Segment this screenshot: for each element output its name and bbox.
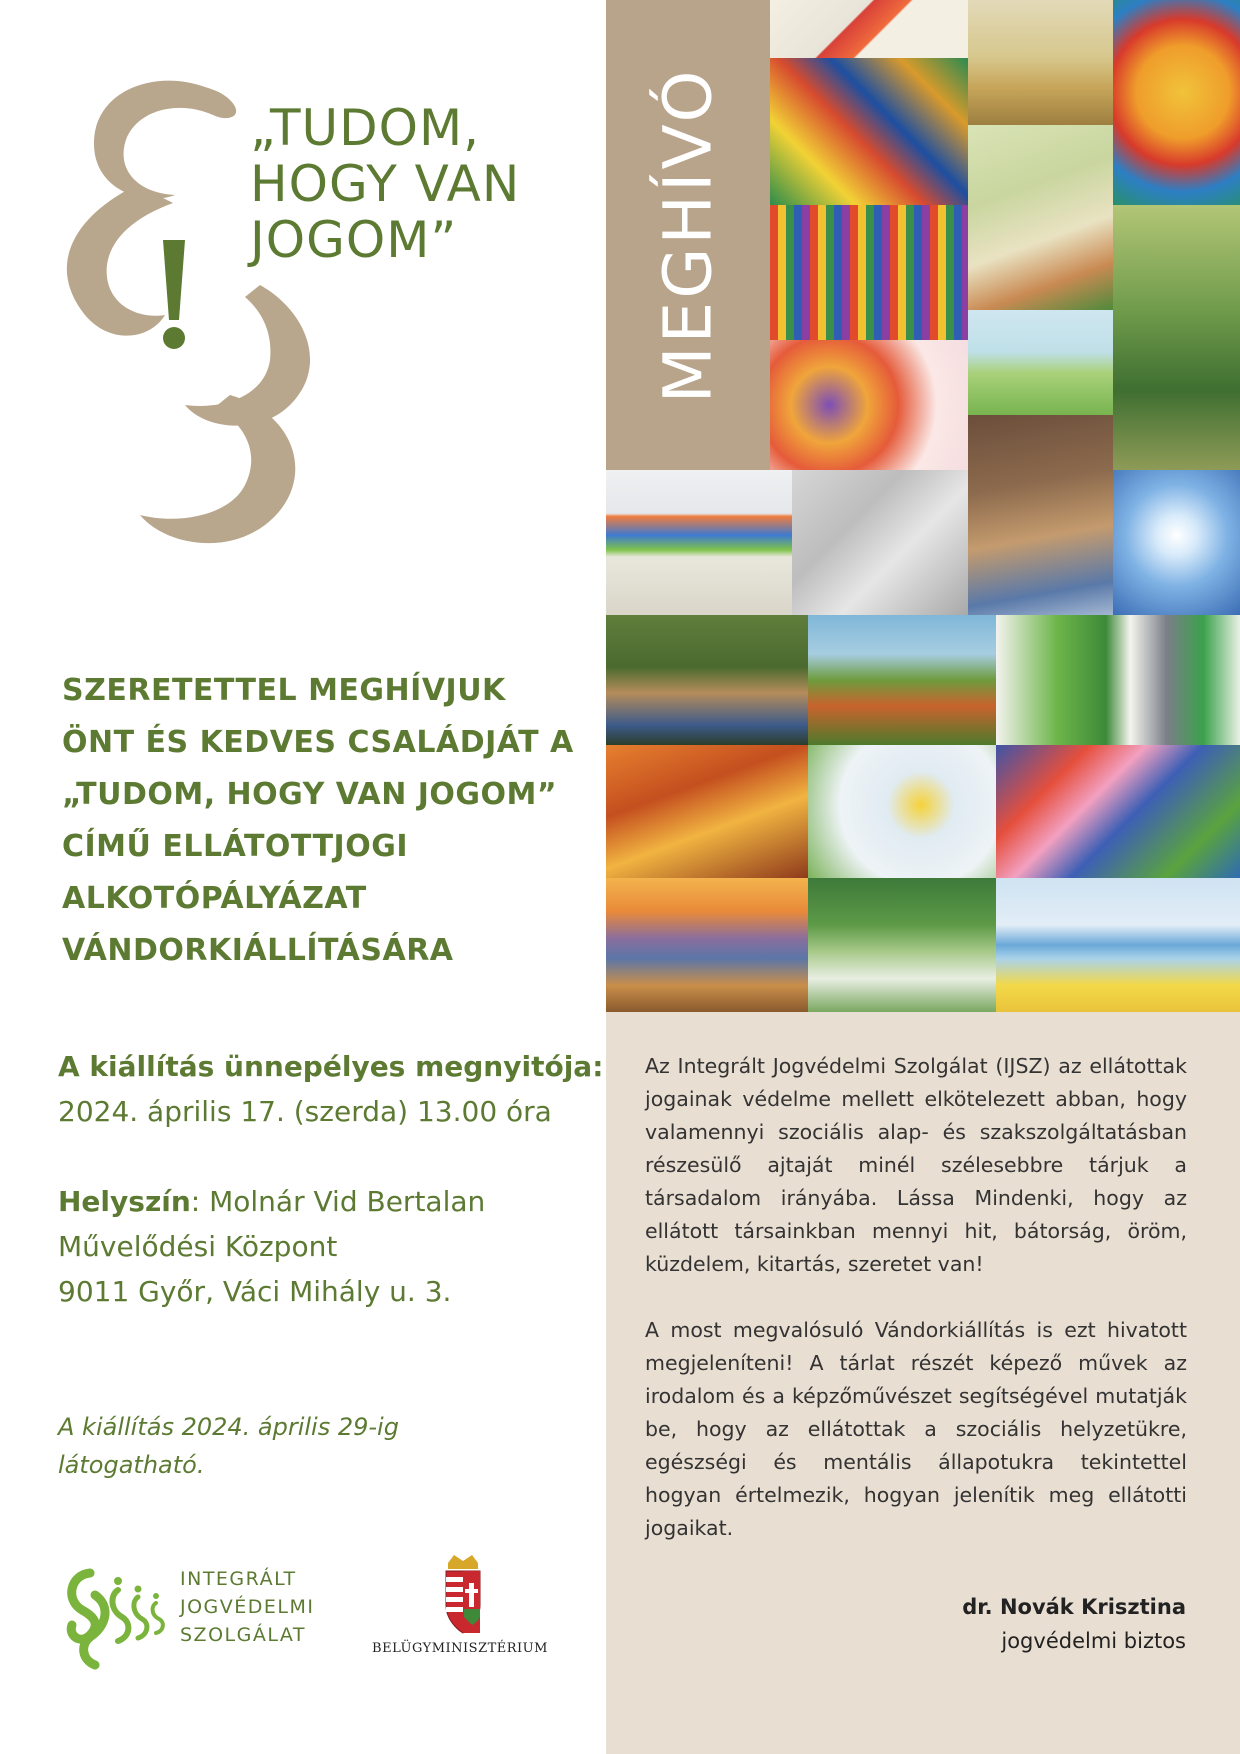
venue-line-2: Művelődési Központ (58, 1230, 338, 1263)
title-line: JOGOM” (250, 211, 458, 269)
opening-datetime: 2024. április 17. (szerda) 13.00 óra (58, 1095, 552, 1128)
description-paragraph: A most megvalósuló Vándorkiállítás is ezt hivatott megjeleníteni! A tárlat részét képező művek az irodalom és a képzőművészet segítségével mutatják be, hogy az ellátottak a szociális helyzetükre, egészségi és mentális állapotukra tekintettel hogyan értelmezik, hogyan jelenítik meg ellátotti jogaikat. (645, 1318, 1187, 1540)
description-paragraph: Az Integrált Jogvédelmi Szolgálat (IJSZ) az ellátottak jogainak védelme mellett elkötelezett abban, hogy valamennyi szociális alap- és szakszolgáltatásban részesülő ajtaját minél szélesebbre tárjuk a társadalom irányába. Lássa Mindenki, hogy az ellátott társainkban mennyi hit, bátorság, öröm, küzdelem, kitartás, szeretet van! (645, 1054, 1187, 1276)
artwork-tile-city-skyline (606, 470, 792, 615)
invitation-line: ÖNT ÉS KEDVES CSALÁDJÁT A (62, 725, 574, 760)
artwork-tile-beach-flowers (996, 878, 1240, 1012)
artwork-tile-face-profile (1113, 0, 1240, 205)
artwork-tile-light-rays (1113, 470, 1240, 615)
artwork-tile-tree-field (968, 0, 1113, 125)
ijsz-logo-line: SZOLGÁLAT (180, 1624, 306, 1646)
event-details (58, 1044, 603, 1314)
signature (962, 1590, 1186, 1658)
artwork-tile-trees-building (996, 615, 1240, 745)
artwork-tile-children-garden (968, 310, 1113, 415)
title-line: „TUDOM, (250, 99, 481, 157)
venue-line (58, 1179, 603, 1224)
opening-label: A kiállítás ünnepélyes megnyitója: (58, 1050, 604, 1083)
artwork-tile-room-interior (968, 125, 1113, 310)
artwork-tile-yellow-bird (808, 745, 996, 878)
visit-note-line: látogatható. (58, 1451, 205, 1479)
artwork-tile-handprints (770, 340, 968, 470)
artwork-tile-forest-path (1113, 205, 1240, 470)
artwork-tile-wheelchair-flowers (996, 745, 1240, 878)
visit-note-line: A kiállítás 2024. április 29-ig (58, 1413, 399, 1441)
artwork-tile-children-drawing (770, 0, 968, 58)
venue-label: Helyszín (58, 1185, 191, 1218)
invitation-line: VÁNDORKIÁLLÍTÁSÁRA (62, 933, 454, 968)
invitation-text (62, 665, 574, 977)
artwork-tile-father-child (968, 415, 1113, 615)
artwork-tile-striped-bowl (770, 205, 968, 340)
invitation-line: SZERETETTEL MEGHÍVJUK (62, 673, 506, 708)
meghivo-label-container (606, 0, 770, 470)
venue-name: : Molnár Vid Bertalan (190, 1185, 486, 1218)
artwork-tile-elderly-couple (606, 615, 808, 745)
description-text (645, 1050, 1187, 1578)
invitation-line: „TUDOM, HOGY VAN JOGOM” (62, 777, 558, 812)
signer-title: jogvédelmi biztos (1001, 1629, 1186, 1653)
artwork-tile-park-gathering (808, 878, 996, 1012)
title-line: HOGY VAN (250, 155, 521, 213)
ijsz-logo-text (180, 1565, 315, 1649)
signer-name: dr. Novák Krisztina (962, 1595, 1186, 1619)
artwork-tile-abstract-colorful (770, 58, 968, 205)
page-title (250, 100, 520, 268)
artwork-tile-autumn-bushes (808, 615, 996, 745)
venue-address: 9011 Győr, Váci Mihály u. 3. (58, 1275, 452, 1308)
invitation-line: CÍMŰ ELLÁTOTTJOGI (62, 829, 408, 864)
artwork-tile-pencil-hands (792, 470, 968, 615)
invitation-line: ALKOTÓPÁLYÁZAT (62, 881, 367, 916)
visit-note (58, 1408, 399, 1484)
ministry-label: BELÜGYMINISZTÉRIUM (372, 1641, 548, 1656)
artwork-tile-autumn-forest (606, 745, 808, 878)
ijsz-logo-line: INTEGRÁLT (180, 1568, 297, 1590)
artwork-tile-sunset-lake (606, 878, 808, 1012)
meghivo-label: MEGHÍVÓ (649, 67, 727, 403)
hungarian-coat-of-arms-icon (440, 1553, 486, 1637)
ijsz-logo-line: JOGVÉDELMI (180, 1596, 315, 1618)
